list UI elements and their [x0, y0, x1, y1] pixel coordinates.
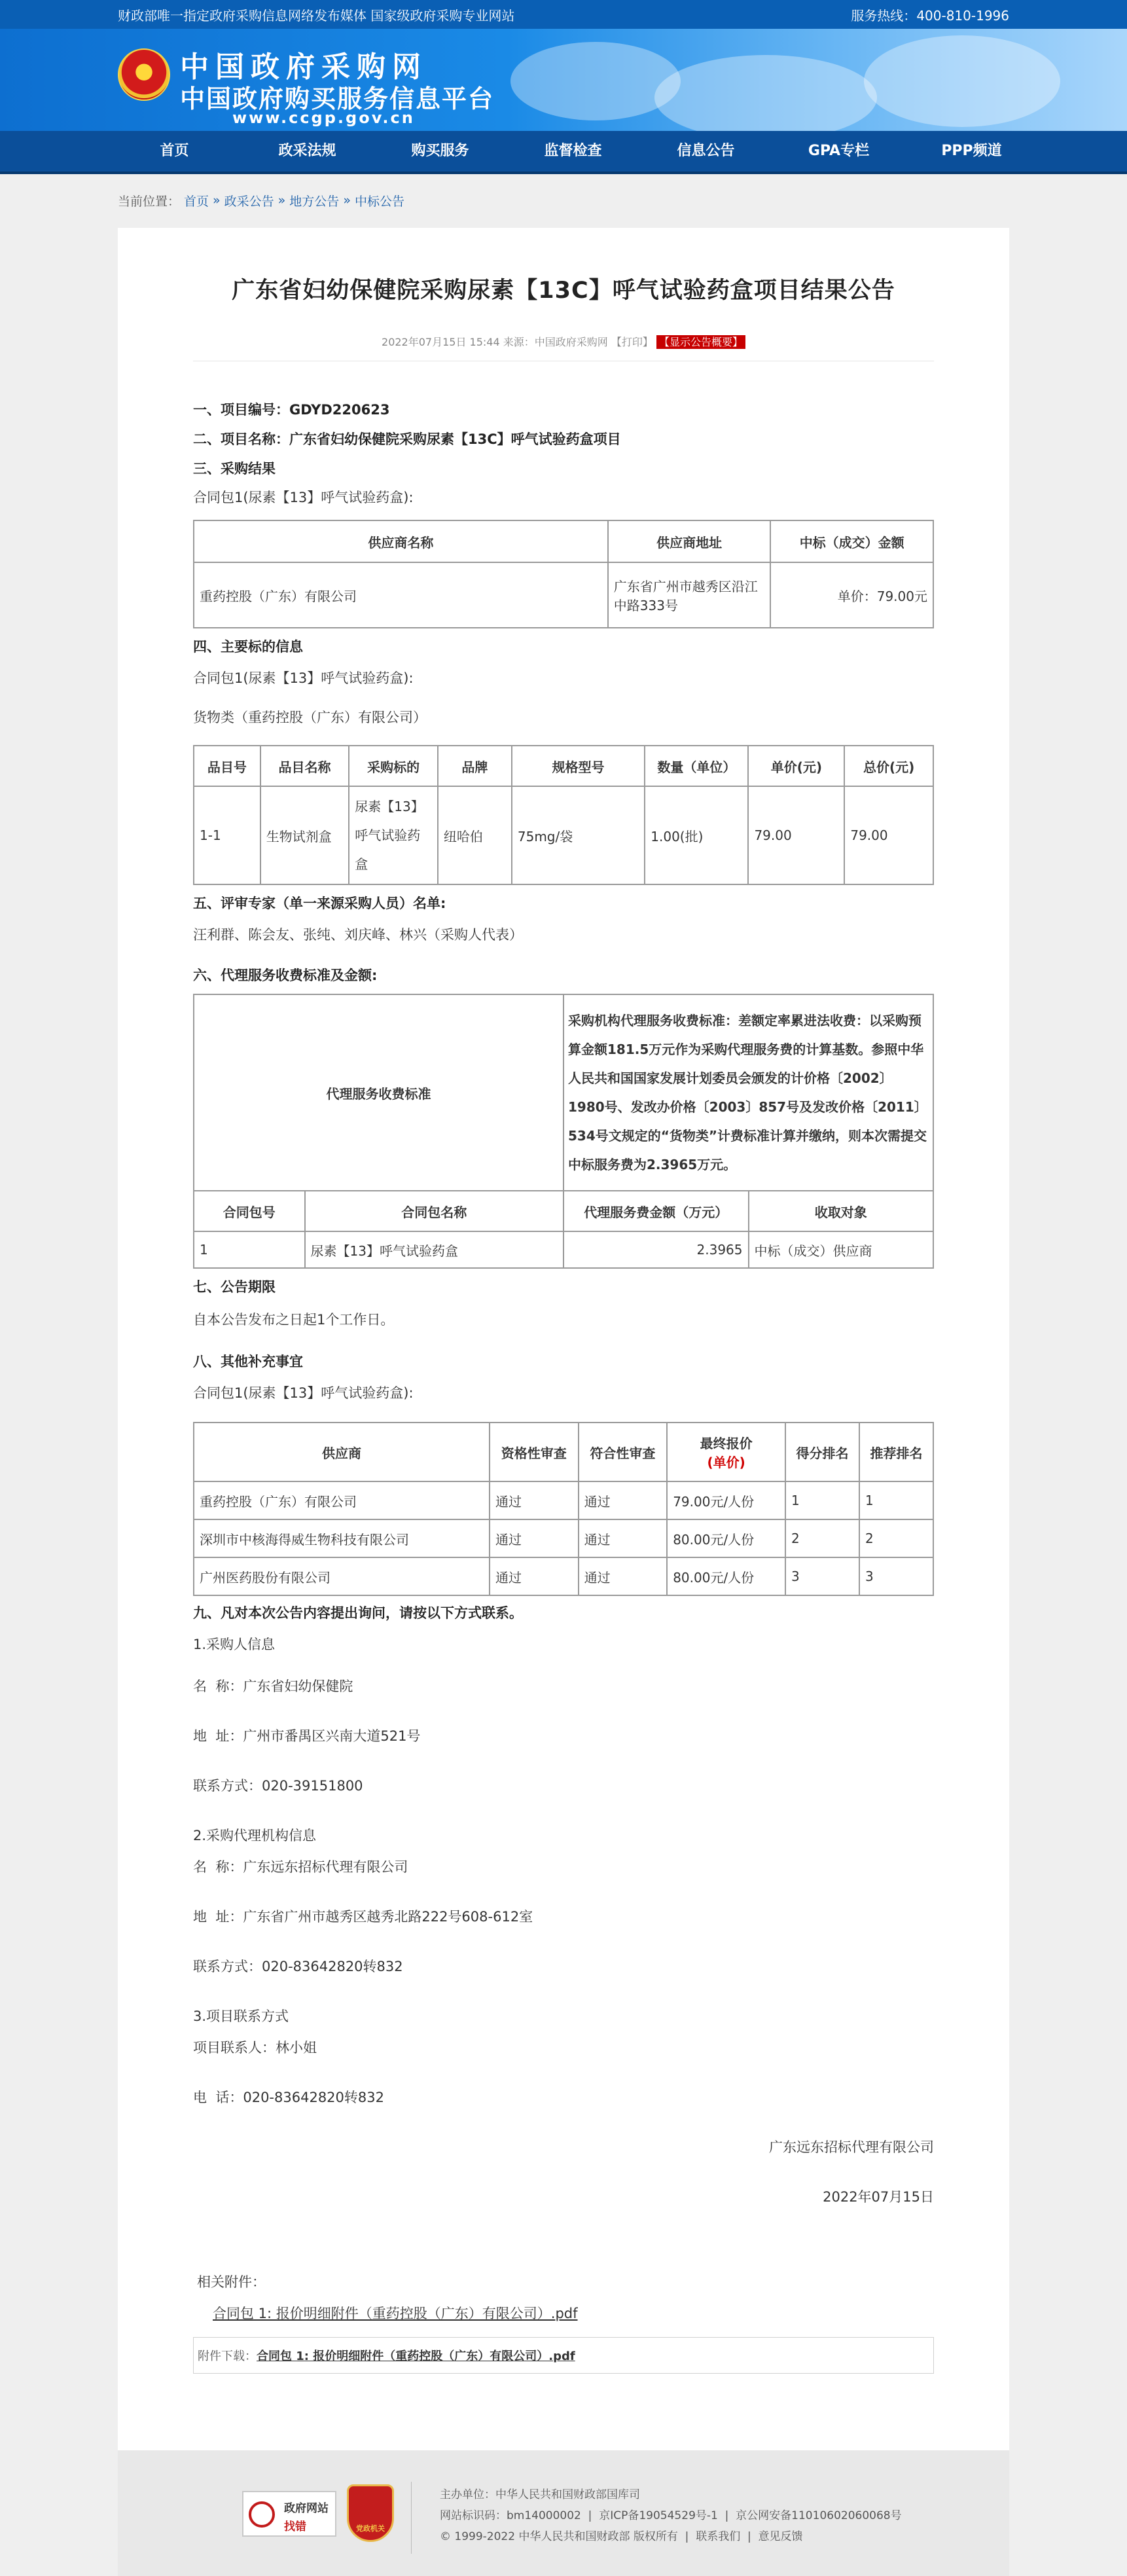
table-header: 得分排名 — [785, 1423, 859, 1481]
badge-line2: 找错 — [284, 2520, 306, 2533]
nav-regulations[interactable]: 政采法规 — [278, 143, 336, 159]
cloud-decoration — [654, 55, 877, 131]
hotline-number: 400-810-1996 — [916, 7, 1009, 24]
fee-table — [193, 1190, 934, 1269]
table-header: 资格性审查 — [490, 1423, 579, 1481]
project-contact-person: 项目联系人：林小姐 — [193, 2040, 317, 2056]
table-cell: 重药控股（广东）有限公司 — [194, 562, 608, 628]
table-cell: 单价：79.00元 — [770, 562, 933, 628]
table-header — [667, 1423, 785, 1481]
footer-host: 主办单位：中华人民共和国财政部国库司 — [440, 2488, 640, 2501]
fee-standard-text: 采购机构代理服务收费标准：差额定率累进法收费：以采购预算金额181.5万元作为采购代理服务费的计算基数。参照中华人民共和国国家发展计划委员会颁发的计价格〔2002〕1980号、发改办价格〔2003〕857号及发改价格〔2011〕534号文规定的“货物类”计费标准计算并缴纳，则本次需提交中标服务费为2.3965万元。 — [564, 994, 933, 1191]
purchaser-address: 地 址：广州市番禺区兴南大道521号 — [193, 1728, 421, 1744]
breadcrumb-local[interactable]: 地方公告 — [289, 194, 340, 209]
top-info-bar — [0, 0, 1127, 29]
agency-name: 名 称：广东远东招标代理有限公司 — [193, 1859, 408, 1875]
table-cell: 纽哈伯 — [438, 786, 512, 884]
table-cell: 通过 — [490, 1557, 579, 1595]
table-cell: 1.00(批) — [645, 786, 748, 884]
nav-gpa[interactable]: GPA专栏 — [808, 143, 870, 159]
page-title: 广东省妇幼保健院采购尿素【13C】呼气试验药盒项目结果公告 — [232, 278, 895, 304]
nav-announcements[interactable]: 信息公告 — [677, 143, 735, 159]
section-supplement: 八、其他补充事宜 — [193, 1354, 303, 1370]
site-banner — [0, 29, 1127, 131]
table-header: 品目号 — [194, 746, 260, 786]
section-experts: 五、评审专家（单一来源采购人员）名单: — [193, 896, 446, 911]
table-header: 合同包名称 — [305, 1191, 564, 1231]
download-label: 附件下载： — [198, 2349, 257, 2363]
table-cell: 1-1 — [194, 786, 260, 884]
result-table — [193, 520, 934, 628]
signature-org: 广东远东招标代理有限公司 — [769, 2139, 934, 2155]
article-meta — [193, 334, 934, 349]
signature-date: 2022年07月15日 — [823, 2189, 934, 2205]
breadcrumb-sep: » — [213, 193, 221, 208]
table-cell: 通过 — [490, 1519, 579, 1557]
section-period: 七、公告期限 — [193, 1279, 276, 1295]
table-cell: 79.00元/人份 — [667, 1481, 785, 1519]
table-cell: 通过 — [579, 1557, 668, 1595]
agency-phone: 联系方式：020-83642820转832 — [193, 1959, 403, 1974]
table-cell: 重药控股（广东）有限公司 — [194, 1481, 490, 1519]
hotline-label: 服务热线： — [851, 7, 917, 24]
cloud-decoration — [510, 42, 681, 120]
items-table — [193, 745, 934, 885]
purchaser-phone: 联系方式：020-39151800 — [193, 1778, 363, 1794]
table-header: 收取对象 — [749, 1191, 934, 1231]
nav-ppp[interactable]: PPP频道 — [941, 143, 1002, 159]
breadcrumb-home[interactable]: 首页 — [184, 194, 209, 209]
fee-standard-table — [193, 994, 934, 1191]
section-agency-fee: 六、代理服务收费标准及金额: — [193, 968, 378, 983]
cloud-decoration — [864, 35, 1060, 127]
table-cell: 80.00元/人份 — [667, 1557, 785, 1595]
footer-info — [440, 2484, 902, 2547]
table-header: 品目名称 — [260, 746, 349, 786]
meta-source: 来源：中国政府采购网 — [503, 336, 608, 348]
table-header: 规格型号 — [512, 746, 645, 786]
footer-ids: 网站标识码：bm14000002 | 京ICP备19054529号-1 | 京公网安备11010602060068号 — [440, 2509, 902, 2522]
breadcrumb-award[interactable]: 中标公告 — [354, 194, 404, 209]
badge2-label: 党政机关 — [356, 2524, 385, 2533]
table-cell: 广东省广州市越秀区沿江中路333号 — [608, 562, 771, 628]
show-summary-button[interactable]: 【显示公告概要】 — [656, 335, 745, 349]
agency-address: 地 址：广东省广州市越秀区越秀北路222号608-612室 — [193, 1909, 533, 1925]
purchaser-heading: 1.采购人信息 — [193, 1637, 276, 1652]
table-row — [194, 1557, 933, 1595]
section-project-name: 二、项目名称：广东省妇幼保健院采购尿素【13C】呼气试验药盒项目 — [193, 431, 621, 447]
table-cell: 尿素【13】呼气试验药盒 — [349, 786, 438, 884]
report-error-badge[interactable] — [242, 2491, 336, 2537]
expert-names: 汪利群、陈会友、张纯、刘庆峰、林兴（采购人代表） — [193, 927, 523, 943]
table-header: 供应商名称 — [194, 520, 608, 562]
table-cell: 通过 — [490, 1481, 579, 1519]
table-cell: 2 — [785, 1519, 859, 1557]
table-header: 中标（成交）金额 — [770, 520, 933, 562]
table-header: 品牌 — [438, 746, 512, 786]
site-footer — [118, 2450, 1009, 2576]
project-contact-heading: 3.项目联系方式 — [193, 2008, 289, 2024]
nav-purchase-services[interactable]: 购买服务 — [411, 143, 469, 159]
table-header: 符合性审查 — [579, 1423, 668, 1481]
nav-home[interactable]: 首页 — [160, 143, 189, 159]
table-cell: 3 — [785, 1557, 859, 1595]
unit-price-header: (单价) — [707, 1455, 745, 1470]
project-contact-phone: 电 话：020-83642820转832 — [193, 2090, 384, 2105]
attachments-label: 相关附件： — [197, 2274, 266, 2290]
section-main-items: 四、主要标的信息 — [193, 639, 303, 655]
table-header: 合同包号 — [194, 1191, 305, 1231]
table-header: 总价(元) — [844, 746, 933, 786]
breadcrumb-sep: » — [277, 193, 286, 208]
site-slogan: 财政部唯一指定政府采购信息网络发布媒体 国家级政府采购专业网站 — [118, 7, 515, 24]
print-link[interactable]: 【打印】 — [611, 336, 653, 348]
table-header: 单价(元) — [748, 746, 844, 786]
table-cell: 75mg/袋 — [512, 786, 645, 884]
table-cell: 79.00 — [748, 786, 844, 884]
hotline — [851, 5, 1009, 24]
national-emblem-icon[interactable] — [118, 48, 170, 101]
table-row — [194, 1481, 933, 1519]
table-cell: 79.00 — [844, 786, 933, 884]
table-header: 供应商 — [194, 1423, 490, 1481]
section-contact: 九、凡对本次公告内容提出询问，请按以下方式联系。 — [193, 1605, 523, 1621]
footer-divider — [411, 2482, 412, 2554]
site-logo-subtitle[interactable]: 中国政府购买服务信息平台 — [180, 84, 495, 113]
table-cell: 2 — [859, 1519, 933, 1557]
package-label: 合同包1(尿素【13】呼气试验药盒): — [193, 670, 414, 686]
table-cell: 1 — [859, 1481, 933, 1519]
table-cell: 1 — [785, 1481, 859, 1519]
table-cell: 80.00元/人份 — [667, 1519, 785, 1557]
purchaser-name: 名 称：广东省妇幼保健院 — [193, 1678, 353, 1694]
table-row — [194, 1519, 933, 1557]
table-header: 推荐排名 — [859, 1423, 933, 1481]
ranking-table — [193, 1422, 934, 1596]
download-box — [193, 2337, 934, 2374]
breadcrumb-label: 当前位置： — [118, 194, 181, 209]
table-cell: 尿素【13】呼气试验药盒 — [305, 1231, 564, 1268]
table-cell: 生物试剂盒 — [260, 786, 349, 884]
table-header: 数量（单位） — [645, 746, 748, 786]
site-logo-url: www.ccgp.gov.cn — [232, 109, 415, 127]
table-cell: 广州医药股份有限公司 — [194, 1557, 490, 1595]
period-text: 自本公告发布之日起1个工作日。 — [193, 1312, 395, 1328]
table-cell: 3 — [859, 1557, 933, 1595]
table-cell: 2.3965 — [564, 1231, 749, 1268]
table-header: 供应商地址 — [608, 520, 771, 562]
footer-copyright: © 1999-2022 中华人民共和国财政部 版权所有 | 联系我们 | 意见反馈 — [440, 2530, 803, 2543]
section-project-number: 一、项目编号：GDYD220623 — [193, 402, 390, 418]
table-cell: 深圳市中核海得威生物科技有限公司 — [194, 1519, 490, 1557]
magnifier-icon — [249, 2501, 275, 2528]
table-header: 代理服务收费标准 — [194, 994, 564, 1191]
breadcrumb-procurement[interactable]: 政采公告 — [224, 194, 274, 209]
table-header: 代理服务费金额（万元） — [564, 1191, 749, 1231]
goods-category: 货物类（重药控股（广东）有限公司） — [193, 710, 427, 725]
section-results: 三、采购结果 — [193, 461, 276, 477]
table-cell: 中标（成交）供应商 — [749, 1231, 934, 1268]
breadcrumb-sep: » — [343, 193, 351, 208]
final-price-header: 最终报价 — [700, 1436, 753, 1451]
table-cell: 通过 — [579, 1481, 668, 1519]
table-header: 采购标的 — [349, 746, 438, 786]
attachment-item — [193, 2303, 934, 2323]
attachment-link[interactable]: 合同包 1: 报价明细附件（重药控股（广东）有限公司）.pdf — [213, 2306, 578, 2321]
breadcrumb — [0, 174, 1127, 227]
table-cell: 1 — [194, 1231, 305, 1268]
package-label: 合同包1(尿素【13】呼气试验药盒): — [193, 490, 414, 505]
party-gov-badge-icon[interactable] — [347, 2484, 394, 2542]
agency-heading: 2.采购代理机构信息 — [193, 1828, 317, 1843]
nav-supervision[interactable]: 监督检查 — [544, 143, 602, 159]
site-logo-title[interactable]: 中国政府采购网 — [180, 50, 427, 84]
table-cell: 通过 — [579, 1519, 668, 1557]
download-link[interactable]: 合同包 1: 报价明细附件（重药控股（广东）有限公司）.pdf — [257, 2349, 575, 2363]
badge-line1: 政府网站 — [284, 2502, 329, 2515]
main-nav — [0, 131, 1127, 174]
package-label: 合同包1(尿素【13】呼气试验药盒): — [193, 1385, 414, 1401]
article-container — [118, 228, 1009, 2450]
meta-date: 2022年07月15日 15:44 — [382, 336, 500, 348]
